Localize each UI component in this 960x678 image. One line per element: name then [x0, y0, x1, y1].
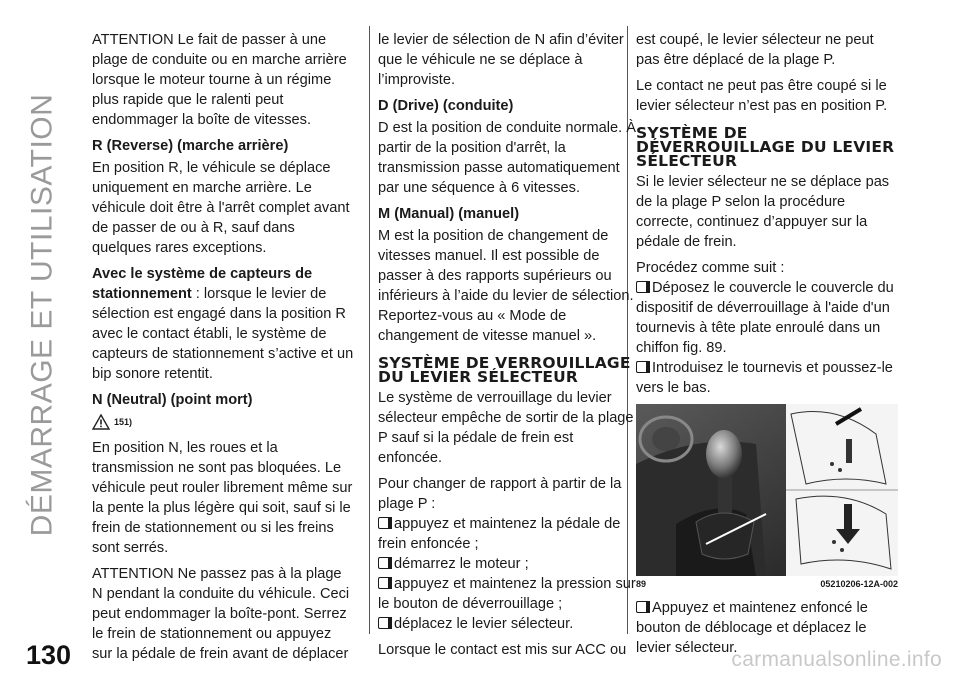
release-system-intro: Procédez comme suit :: [636, 260, 785, 276]
list-item-text: Introduisez le tournevis et poussez-le vers le bas.: [636, 360, 893, 396]
figure-caption: [636, 578, 898, 590]
list-item-text: déplacez le levier sélecteur.: [394, 616, 574, 632]
square-bullet-icon: [636, 281, 649, 293]
square-bullet-icon: [378, 557, 391, 569]
list-item-text: appuyez et maintenez la pression sur le bouton de déverrouillage ;: [378, 576, 636, 612]
list-item-text: appuyez et maintenez la pédale de frein enfoncée ;: [378, 516, 621, 552]
attention-paragraph-1: ATTENTION Le fait de passer à une plage de conduite ou en marche arrière lorsque le moteur tourne à un régime plus rapide que le ralenti peut endommager la boîte de vitesses.: [92, 32, 347, 128]
figure-number: 89: [636, 579, 647, 589]
attention-paragraph-2: ATTENTION Ne passez pas à la plage N pendant la conduite du véhicule. Ceci peut endommager la boîte-pont. Serrez le frein de stationnement ou appuyez sur la pédale de frein avant de déplacer: [92, 566, 350, 662]
section-heading-lock-system: SYSTÈME DE VERROUILLAGE DU LEVIER SÉLECTEUR: [378, 354, 631, 386]
figure-gear-selector: [636, 404, 898, 576]
list-item: [378, 554, 640, 574]
list-item: [378, 614, 640, 634]
list-item: [378, 514, 640, 554]
square-bullet-icon: [378, 577, 391, 589]
list-item: [636, 358, 898, 398]
reverse-text: En position R, le véhicule se déplace uniquement en marche arrière. Le véhicule doit être à l'arrêt complet avant de passer de ou à R, sauf dans quelques rares exceptions.: [92, 160, 350, 256]
drive-text: D est la position de conduite normale. À partir de la position d'arrêt, la transmission passe automatiquement par une séquence à 6 vitesses.: [378, 120, 636, 196]
manual-text: M est la position de changement de vitesses manuel. Il est possible de passer à des rapports supérieurs ou inférieurs à l’aide du levier de sélection. Reportez-vous au « Mode de changement de vitesse manuel ».: [378, 228, 634, 344]
neutral-text: En position N, les roues et la transmission ne sont pas bloquées. Le véhicule peut rouler librement même sur la pente la plus légère qui soit, sauf si le frein de stationnement ou si les freins sont serrés.: [92, 440, 353, 556]
heading-neutral: N (Neutral) (point mort): [92, 392, 253, 408]
chapter-title-text: DÉMARRAGE ET UTILISATION: [25, 93, 58, 537]
column-2: [378, 30, 640, 666]
square-bullet-icon: [636, 601, 649, 613]
gear-selector-illustration: [636, 404, 898, 576]
list-item: [636, 278, 898, 358]
list-item-text: Appuyez et maintenez enfoncé le bouton de déblocage et déplacez le levier sélecteur.: [636, 600, 868, 656]
ignition-paragraph-2: Le contact ne peut pas être coupé si le levier sélecteur n’est pas en position P.: [636, 78, 888, 114]
parking-sensor-text: : lorsque le levier de sélection est engagé dans la position R avec le contact établi, le système de capteurs de stationnement s’active et un bip sonore retentit.: [92, 286, 354, 382]
parking-sensor-paragraph: [92, 264, 354, 384]
parking-sensor-bold: Avec le système de capteurs de stationnement: [92, 266, 313, 302]
column-divider-1: [369, 26, 370, 634]
ignition-paragraph-1: est coupé, le levier sélecteur ne peut pas être déplacé de la plage P.: [636, 32, 874, 68]
page-number: 130: [26, 640, 72, 670]
lock-system-text: Le système de verrouillage du levier sélecteur empêche de sortir de la plage P sauf si la pédale de frein est enfoncée.: [378, 390, 634, 466]
lock-system-intro: Pour changer de rapport à partir de la plage P :: [378, 476, 622, 512]
square-bullet-icon: [636, 361, 649, 373]
note-number: 151): [114, 417, 133, 427]
section-heading-release-system: SYSTÈME DE DÉVERROUILLAGE DU LEVIER SÉLECTEUR: [636, 124, 895, 170]
warning-triangle-icon: [92, 414, 110, 430]
heading-manual: M (Manual) (manuel): [378, 206, 520, 222]
list-item-text: Déposez le couvercle le couvercle du dispositif de déverrouillage à l'aide d'un tournevis à tête plate enroulé dans un chiffon fig. 89.: [636, 280, 894, 356]
watermark: carmanualsonline.info: [731, 648, 942, 671]
list-item-text: démarrez le moteur ;: [394, 556, 529, 572]
chapter-side-title: [18, 30, 66, 600]
square-bullet-icon: [378, 517, 391, 529]
note-reference: [92, 412, 354, 432]
list-item: [378, 574, 640, 614]
heading-reverse: R (Reverse) (marche arrière): [92, 138, 289, 154]
square-bullet-icon: [378, 617, 391, 629]
last-paragraph: Lorsque le contact est mis sur ACC ou: [378, 642, 627, 658]
continued-paragraph: le levier de sélection de N afin d’éviter que le véhicule ne se déplace à l’improviste.: [378, 32, 624, 88]
column-3: [636, 30, 898, 658]
release-system-text: Si le levier sélecteur ne se déplace pas de la plage P selon la procédure correcte, continuez d’appuyer sur la pédale de frein.: [636, 174, 890, 250]
column-1: [92, 30, 354, 670]
figure-code: 05210206-12A-002: [820, 579, 898, 589]
heading-drive: D (Drive) (conduite): [378, 98, 514, 114]
